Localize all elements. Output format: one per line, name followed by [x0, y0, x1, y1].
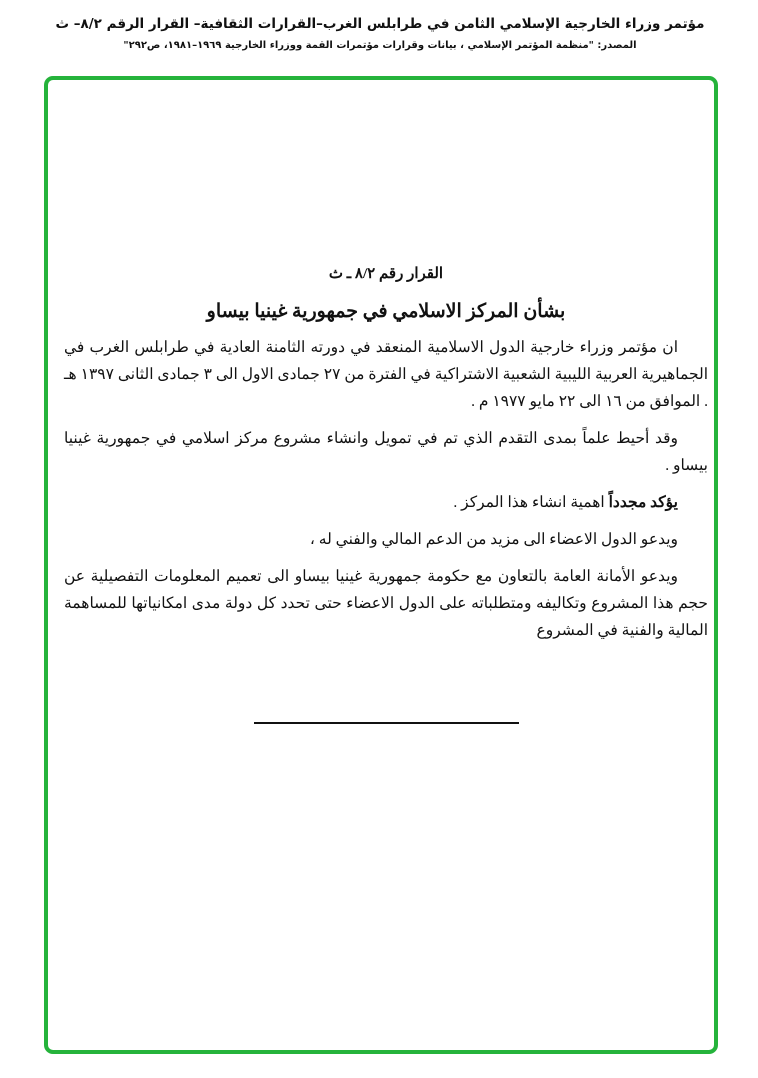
page-header-title: مؤتمر وزراء الخارجية الإسلامي الثامن في طرابلس الغرب–القرارات الثقافية– القرار الرقم ٨/٢– ث [55, 16, 705, 32]
resolution-number: القرار رقم ٨/٢ ـ ث [328, 266, 444, 282]
page-header [40, 14, 720, 53]
paragraph: وقد أحيط علماً بمدى التقدم الذي تم في تمويل وانشاء مشروع مركز اسلامي في جمهورية غينيا بيساو . [64, 430, 708, 474]
affirm-lead: يؤكد مجدداً [608, 494, 678, 511]
paragraph: ان مؤتمر وزراء خارجية الدول الاسلامية المنعقد في دورته الثامنة العادية في طرابلس الغرب في الجماهيرية العربية الليبية الشعبية الاشتراكية في الفترة من ٢٧ جمادى الاول الى ٣ جمادى الثانى ١٣٩٧ هـ . الموافق من ١٦ الى ٢٢ مايو ١٩٧٧ م . [64, 339, 708, 410]
end-divider [254, 722, 519, 724]
paragraph-text: اهمية انشاء هذا المركز . [453, 494, 605, 511]
resolution-subject: بشأن المركز الاسلامي في جمهورية غينيا بيساو [206, 301, 566, 322]
paragraph: ويدعو الأمانة العامة بالتعاون مع حكومة جمهورية غينيا بيساو الى تعميم المعلومات التفصيلية عن حجم هذا المشروع وتكاليفه ومتطلباته على الدول الاعضاء حتى تحدد كل دولة مدى امكانياتها للمساهمة المالية والفنية في المشروع [64, 568, 708, 639]
document-content [64, 262, 708, 724]
paragraph [64, 489, 708, 516]
paragraph: ويدعو الدول الاعضاء الى مزيد من الدعم المالي والفني له ، [309, 531, 678, 548]
resolution-body [64, 334, 708, 644]
page-header-source: المصدر: "منظمة المؤتمر الإسلامي ، بيانات وقرارات مؤتمرات القمة ووزراء الخارجية ١٩٦٩–١٩٨١، ص٢٩٢" [123, 40, 637, 51]
